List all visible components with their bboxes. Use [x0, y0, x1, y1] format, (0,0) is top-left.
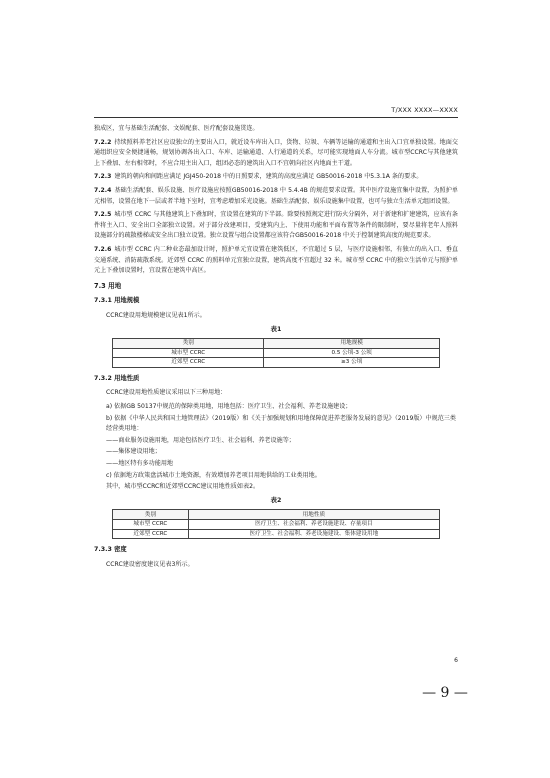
list-item-b3: ——地区特有多功能用地: [106, 460, 174, 468]
clause-number: 7.2.4: [94, 186, 112, 194]
paragraph-7-3-3: CCRC建设密度建议见表3所示。: [106, 560, 194, 568]
table1-header-scale: 用地规模: [264, 339, 440, 349]
table2-header-row: [113, 510, 440, 520]
document-code: T/XXX XXXX—XXXX: [391, 106, 458, 114]
list-item-b: b) 依据《中华人民共和国土地管理法》（2019版）和《关于加强规划和用地保障促进养老服务发展的意见》（2019版）中规范三类经营类用地：: [106, 414, 456, 433]
table1-cell: ≥3 公顷: [264, 358, 440, 368]
document-body: [94, 124, 458, 573]
subsection-heading-7-3-2: 7.3.2 用地性质: [94, 374, 140, 382]
table2-header-category: 类别: [113, 510, 189, 520]
table1: [112, 338, 440, 368]
clause-number: 7.2.2: [94, 138, 112, 146]
header-rule: [94, 117, 458, 118]
clause-text: 基础生活配套、娱乐设施、医疗设施应按照GB50016-2018 中 5.4.4B 的规范要求设置。其中医疗设施宜集中设置，为照护单元相邻，设置在地下一层或者半地下室时，宜考虑增加采光设施。基础生活配套、娱乐设施集中设置，也可与独立生活单元组团设置。: [94, 186, 458, 205]
table-row: [113, 529, 440, 539]
subsection-heading-7-3-3: 7.3.3 密度: [94, 546, 127, 554]
paragraph-7-3-2-intro: CCRC建设用地性质建议采用以下三种用地：: [106, 389, 227, 397]
clause-text: 城市型 CCRC 内二种业态最加设计时，照护单元宜设置在建筑低区，不宜超过 5 层，与医疗设施相邻，有独立的出入口、垂直交通系统、消防疏散系统。近郊型 CCRC 的照料单元宜独立设置，建筑高度不宜超过 32 米。城市型 CCRC 中的独立生活单元与照护单元上下叠加设置时，宜设置在建筑中高区。: [94, 245, 458, 275]
page-number: — 9 —: [422, 685, 468, 701]
list-item-b2: ——集体建设用地；: [106, 448, 161, 456]
clause-number: 7.2.5: [94, 211, 112, 219]
clause-number: 7.2.3: [94, 173, 112, 181]
clause-text: 建筑的朝向和间距应满足 JGJ450-2018 中的日照要求，建筑的高度应满足 GB50016-2018 中5.3.1A 条的要求。: [114, 173, 423, 181]
clause-text: 城市型 CCRC 与其他建筑上下叠加时，宜设置在建筑的下半部。除要按照规定进行防火分隔外，对于新建和扩建建筑，应该有条件将主入口、安全出口全部独立设置。对于部分改建项目，受建筑内上、下使用功能和平面布置等条件的限制时，要尽量将老年人照料设施部分的疏散楼梯或安全出口独立设置。独立设置与组合设置都应该符合GB50016-2018 中关于控制建筑高度的规范要求。: [94, 211, 458, 240]
table2: [112, 509, 440, 539]
table1-cell: 0.5 公顷-3 公顷: [264, 348, 440, 358]
table2-caption: 表2: [270, 496, 282, 504]
clause-text: 持续照料养老社区应设独立的主要出入口，就近设车库出入口，货物、垃圾、车辆等运输的通道和主出入口宜单独设置。地面交通组织应安全便捷通畅，规划协调各出入口、车库、运输通道、人行通道的关系，尽可能实现地面人车分流。城市型CCRC与其他建筑上下叠加、左右相邻时，不应合用主出入口，组团必态的建筑出入口不宜朝向社区内地面主干道。: [94, 138, 458, 167]
table2-cell: 近郊型 CCRC: [113, 529, 189, 539]
paragraph-7-3-1: CCRC建设用地规模建议见表1所示。: [106, 311, 206, 319]
table1-header-category: 类别: [113, 339, 264, 349]
paragraph-7-3-2-end: 其中，城市型CCRC和近郊型CCRC建议用地性质如表2。: [106, 483, 260, 491]
table2-cell: 医疗卫生、社会福利、养老设施建设、集体建设用地: [188, 529, 439, 539]
section-heading-7-3: 7.3 用地: [94, 281, 122, 290]
table2-cell: 城市型 CCRC: [113, 520, 189, 530]
clause-7-2-6: [94, 245, 458, 277]
table2-cell: 医疗卫生、社会福利、养老设施建设、存量项目: [188, 520, 439, 530]
clause-7-2-3: [94, 172, 458, 183]
table-row: [113, 348, 440, 358]
table1-cell: 近郊型 CCRC: [113, 358, 264, 368]
clause-number: 7.2.6: [94, 245, 112, 253]
table1-header-row: [113, 339, 440, 349]
table-row: [113, 520, 440, 530]
list-item-c: c) 依据地方政策盘活城市土地资源，有效增加养老项目用地供给的工业类用地。: [106, 471, 321, 479]
table1-caption: 表1: [270, 325, 282, 333]
list-item-b1: ——商业服务设施用地，用途包括医疗卫生、社会福利、养老设施等；: [106, 436, 295, 444]
clause-7-2-5: [94, 210, 458, 242]
table-row: [113, 358, 440, 368]
table1-cell: 城市型 CCRC: [113, 348, 264, 358]
subsection-heading-7-3-1: 7.3.1 用地规模: [94, 297, 140, 305]
clause-7-2-4: [94, 186, 458, 207]
paragraph-intro: 独成区，宜与基础生活配套、文娱配套、医疗配套设施贯连。: [94, 125, 259, 132]
list-item-a: a) 依据GB 50137中规范的保障类用地，用地包括：医疗卫生、社会福利、养老设施建设；: [106, 403, 352, 411]
table2-header-nature: 用地性质: [188, 510, 439, 520]
clause-7-2-2: [94, 138, 458, 170]
inner-page-number: 6: [454, 657, 458, 664]
